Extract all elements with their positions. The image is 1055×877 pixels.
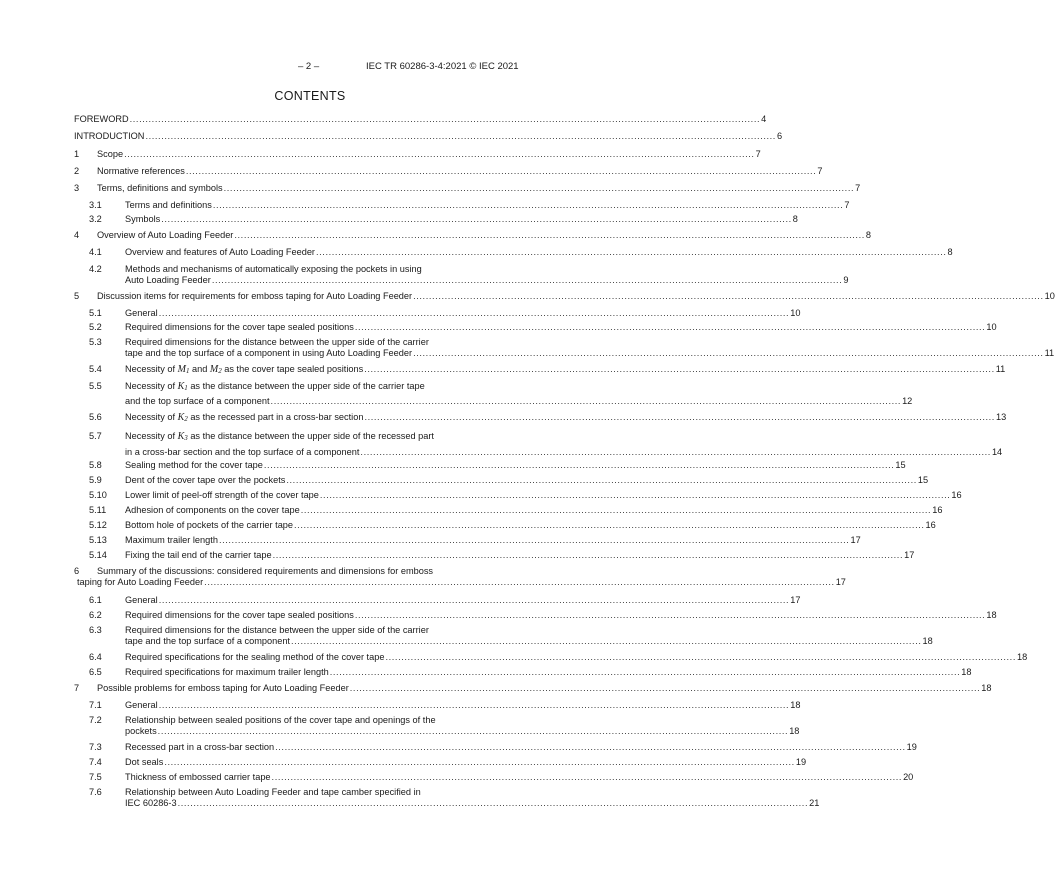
toc-entry-foreword[interactable] [74,114,767,125]
toc-entry-title: taping for Auto Loading Feeder [77,577,204,587]
math-symbol: $K_1$ [177,381,188,392]
toc-leader-dots: ........................................................................................................................................................................................................ [158,308,790,318]
toc-leader-dots: ........................................................................................................................................................................................................ [158,595,790,605]
toc-page-number: 17 [835,577,846,587]
toc-page-number: 20 [903,772,914,782]
toc-leader-dots: ........................................................................................................................................................................................................ [354,610,986,620]
toc-entry-title: Dot seals [125,757,164,767]
toc-entry-title: Summary of the discussions: considered requirements and dimensions for emboss [97,566,434,576]
toc-leader-dots: ........................................................................................................................................................................................................ [124,149,755,159]
toc-entry-title: Methods and mechanisms of automatically exposing the pockets in using [125,264,422,274]
toc-entry-s5-12[interactable] [89,520,936,531]
toc-page-number: 7 [844,200,850,210]
toc-page-number: 6 [776,131,783,141]
toc-entry-s4[interactable] [74,230,872,241]
toc-page-number: 18 [986,610,997,620]
toc-page-number: 14 [991,447,1003,457]
toc-page-number: 18 [1016,652,1028,662]
contents-title: CONTENTS [274,89,346,103]
toc-entry-introduction[interactable] [74,131,783,142]
toc-leader-dots: ........................................................................................................................................................................................................ [364,412,995,422]
toc-entry-title: Necessity of $K_1$ as the distance between the upper side of the carrier tape [125,381,425,392]
toc-page-number: 9 [843,275,849,285]
math-symbol: $K_3$ [177,431,188,442]
toc-section-number: 3.2 [89,214,102,224]
toc-entry-title: tape and the top surface of a component [125,636,290,646]
toc-entry-title: Relationship between Auto Loading Feeder and tape camber specified in [125,787,421,797]
toc-leader-dots: ........................................................................................................................................................................................................ [413,348,1044,358]
toc-page-number: 12 [902,396,913,406]
toc-section-number: 5.5 [89,381,102,391]
toc-page-number: 10 [986,322,997,332]
toc-section-number: 7.3 [89,742,102,752]
toc-leader-dots: ........................................................................................................................................................................................................ [129,114,761,124]
document-reference: IEC TR 60286-3-4:2021 © IEC 2021 [366,61,519,72]
toc-entry-title: Symbols [125,214,161,224]
toc-leader-dots: ........................................................................................................................................................................................................ [272,550,904,560]
toc-leader-dots: ........................................................................................................................................................................................................ [413,291,1044,301]
toc-entry-title: INTRODUCTION [74,131,145,141]
toc-entry-title: Fixing the tail end of the carrier tape [125,550,272,560]
toc-leader-dots: ........................................................................................................................................................................................................ [316,247,947,257]
toc-section-number: 4.2 [89,264,102,274]
toc-entry-s5-13[interactable] [89,535,861,546]
toc-entry-title: Bottom hole of pockets of the carrier tape [125,520,294,530]
math-symbol: $M_2$ [209,364,222,375]
toc-page-number: 19 [906,742,917,752]
toc-page-number: 8 [865,230,872,240]
toc-section-number: 3.1 [89,200,102,210]
toc-leader-dots: ........................................................................................................................................................................................................ [360,447,991,457]
toc-section-number: 6.5 [89,667,102,677]
toc-entry-s4-2[interactable] [89,264,849,286]
toc-entry-title: General [125,308,158,318]
toc-entry-title: Required dimensions for the distance between the upper side of the carrier [125,337,429,347]
toc-page-number: 10 [790,308,801,318]
toc-leader-dots: ........................................................................................................................................................................................................ [161,214,792,224]
toc-entry-s3-2[interactable] [89,214,798,225]
toc-leader-dots: ........................................................................................................................................................................................................ [164,757,795,767]
toc-section-number: 5.10 [89,490,107,500]
toc-section-number: 7 [74,683,80,693]
toc-entry-s6-4[interactable] [89,652,1028,663]
toc-section-number: 5.14 [89,550,107,560]
toc-entry-title: FOREWORD [74,114,129,124]
toc-leader-dots: ........................................................................................................................................................................................................ [158,700,790,710]
toc-entry-s7-4[interactable] [89,757,807,768]
toc-page-number: 18 [922,636,933,646]
toc-page-number: 10 [1044,291,1055,301]
toc-entry-s1[interactable] [74,149,761,160]
toc-entry-s5-1[interactable] [89,308,801,319]
toc-entry-title: in a cross-bar section and the top surface of a component [125,447,360,457]
toc-entry-title: Recessed part in a cross-bar section [125,742,275,752]
toc-page-number: 18 [789,726,800,736]
toc-page-number: 18 [961,667,972,677]
toc-entry-title: Relationship between sealed positions of the cover tape and openings of the [125,715,436,725]
page-number: – 2 – [298,61,320,72]
toc-page-number: 16 [932,505,943,515]
toc-page-number: 11 [1044,348,1055,358]
toc-page-number: 13 [995,412,1007,422]
toc-section-number: 5.12 [89,520,107,530]
toc-entry-s6-5[interactable] [89,667,972,678]
toc-entry-title: Dent of the cover tape over the pockets [125,475,286,485]
toc-leader-dots: ........................................................................................................................................................................................................ [385,652,1016,662]
toc-page-number: 17 [904,550,915,560]
toc-entry-s5[interactable] [74,291,1055,302]
toc-section-number: 7.5 [89,772,102,782]
toc-entry-title: Necessity of $K_3$ as the distance between the upper side of the recessed part [125,431,434,442]
toc-section-number: 7.2 [89,715,102,725]
toc-section-number: 5.6 [89,412,102,422]
toc-entry-s3[interactable] [74,183,861,194]
toc-page-number: 4 [761,114,767,124]
toc-section-number: 4 [74,230,80,240]
toc-entry-s5-3[interactable] [89,337,1055,359]
toc-entry-title: Required dimensions for the distance between the upper side of the carrier [125,625,429,635]
toc-entry-title: General [125,700,158,710]
toc-leader-dots: ........................................................................................................................................................................................................ [204,577,835,587]
toc-leader-dots: ........................................................................................................................................................................................................ [319,490,951,500]
toc-leader-dots: ........................................................................................................................................................................................................ [300,505,932,515]
toc-entry-s7-3[interactable] [89,742,917,753]
toc-entry-title: Scope [97,149,124,159]
toc-entry-s7[interactable] [74,683,992,694]
toc-entry-title: Terms and definitions [125,200,212,210]
toc-section-number: 5.1 [89,308,102,318]
toc-section-number: 6.4 [89,652,102,662]
toc-section-number: 3 [74,183,80,193]
toc-entry-s7-5[interactable] [89,772,914,783]
toc-leader-dots: ........................................................................................................................................................................................................ [349,683,981,693]
toc-page-number: 18 [790,700,801,710]
toc-section-number: 5 [74,291,80,301]
toc-section-number: 6.1 [89,595,102,605]
toc-leader-dots: ........................................................................................................................................................................................................ [271,772,903,782]
toc-leader-dots: ........................................................................................................................................................................................................ [263,460,895,470]
toc-entry-s4-1[interactable] [89,247,953,258]
toc-leader-dots: ........................................................................................................................................................................................................ [234,230,865,240]
toc-section-number: 6 [74,566,80,576]
toc-page-number: 7 [817,166,823,176]
toc-entry-title: Discussion items for requirements for emboss taping for Auto Loading Feeder [97,291,413,301]
toc-page-number: 8 [947,247,953,257]
toc-entry-s5-5[interactable] [89,381,913,407]
toc-entry-title: and the top surface of a component [125,396,270,406]
toc-entry-s5-11[interactable] [89,505,943,516]
toc-entry-title: pockets [125,726,157,736]
toc-page-number: 16 [951,490,962,500]
toc-leader-dots: ........................................................................................................................................................................................................ [294,520,925,530]
toc-section-number: 7.1 [89,700,102,710]
toc-page-number: 16 [925,520,936,530]
toc-entry-s6-1[interactable] [89,595,801,606]
toc-entry-title: Required dimensions for the cover tape sealed positions [125,322,354,332]
toc-leader-dots: ........................................................................................................................................................................................................ [223,183,855,193]
toc-entry-s6-3[interactable] [89,625,933,647]
toc-page-number: 7 [755,149,761,159]
toc-entry-s6-2[interactable] [89,610,997,621]
toc-entry-title: Required dimensions for the cover tape sealed positions [125,610,354,620]
toc-entry-title: Thickness of embossed carrier tape [125,772,271,782]
toc-entry-title: Normative references [97,166,185,176]
toc-entry-s5-9[interactable] [89,475,929,486]
toc-entry-s5-6[interactable] [89,412,1007,423]
toc-section-number: 6.3 [89,625,102,635]
toc-entry-title: Necessity of $M_1$ and $M_2$ as the cover tape sealed positions [125,364,364,375]
toc-entry-s5-10[interactable] [89,490,962,501]
toc-leader-dots: ........................................................................................................................................................................................................ [157,726,789,736]
toc-entry-title: Lower limit of peel-off strength of the cover tape [125,490,319,500]
toc-entry-title: Required specifications for the sealing method of the cover tape [125,652,385,662]
toc-entry-title: IEC 60286-3 [125,798,177,808]
toc-entry-s5-8[interactable] [89,460,906,471]
toc-entry-title: Required specifications for maximum trailer length [125,667,329,677]
toc-entry-title: Necessity of $K_2$ as the recessed part in a cross-bar section [125,412,364,423]
toc-entry-s5-7[interactable] [89,431,1003,458]
toc-leader-dots: ........................................................................................................................................................................................................ [145,131,776,141]
toc-entry-title: tape and the top surface of a component in using Auto Loading Feeder [125,348,413,358]
toc-page-number: 15 [895,460,906,470]
toc-entry-s5-4[interactable] [89,364,1006,375]
toc-entry-title: Adhesion of components on the cover tape [125,505,300,515]
math-symbol: $K_2$ [177,412,188,423]
toc-section-number: 5.13 [89,535,107,545]
toc-section-number: 5.9 [89,475,102,485]
toc-leader-dots: ........................................................................................................................................................................................................ [364,364,995,374]
toc-section-number: 5.4 [89,364,102,374]
toc-page-number: 21 [809,798,820,808]
toc-leader-dots: ........................................................................................................................................................................................................ [286,475,917,485]
toc-entry-s3-1[interactable] [89,200,850,211]
toc-entry-title: Maximum trailer length [125,535,218,545]
toc-entry-s6[interactable] [74,566,846,588]
toc-page-number: 8 [792,214,798,224]
toc-section-number: 5.11 [89,505,107,515]
toc-section-number: 5.7 [89,431,102,441]
toc-leader-dots: ........................................................................................................................................................................................................ [275,742,906,752]
toc-leader-dots: ........................................................................................................................................................................................................ [218,535,850,545]
toc-section-number: 5.3 [89,337,102,347]
toc-section-number: 6.2 [89,610,102,620]
toc-page-number: 19 [795,757,807,767]
toc-page-number: 18 [981,683,992,693]
toc-leader-dots: ........................................................................................................................................................................................................ [185,166,817,176]
toc-entry-s5-14[interactable] [89,550,915,561]
toc-leader-dots: ........................................................................................................................................................................................................ [290,636,922,646]
toc-leader-dots: ........................................................................................................................................................................................................ [177,798,809,808]
math-symbol: $M_1$ [177,364,190,375]
toc-entry-s7-2[interactable] [89,715,800,737]
toc-page-number: 17 [790,595,801,605]
toc-entry-title: Overview of Auto Loading Feeder [97,230,234,240]
toc-leader-dots: ........................................................................................................................................................................................................ [211,275,843,285]
toc-entry-title: Terms, definitions and symbols [97,183,223,193]
toc-entry-title: Auto Loading Feeder [125,275,211,285]
toc-section-number: 1 [74,149,80,159]
toc-leader-dots: ........................................................................................................................................................................................................ [212,200,844,210]
toc-entry-title: Overview and features of Auto Loading Feeder [125,247,315,257]
toc-entry-title: Possible problems for emboss taping for Auto Loading Feeder [97,683,349,693]
toc-entry-title: General [125,595,158,605]
toc-section-number: 2 [74,166,80,176]
toc-entry-s7-1[interactable] [89,700,801,711]
toc-section-number: 5.8 [89,460,102,470]
toc-section-number: 7.4 [89,757,102,767]
toc-entry-s7-6[interactable] [89,787,820,809]
toc-leader-dots: ........................................................................................................................................................................................................ [270,396,902,406]
toc-section-number: 7.6 [89,787,102,797]
toc-section-number: 5.2 [89,322,102,332]
toc-leader-dots: ........................................................................................................................................................................................................ [354,322,986,332]
toc-leader-dots: ........................................................................................................................................................................................................ [329,667,961,677]
toc-entry-s5-2[interactable] [89,322,997,333]
toc-entry-s2[interactable] [74,166,823,177]
toc-page-number: 15 [917,475,929,485]
toc-section-number: 4.1 [89,247,102,257]
toc-entry-title: Sealing method for the cover tape [125,460,263,470]
toc-page-number: 7 [855,183,861,193]
toc-page-number: 17 [850,535,861,545]
toc-page-number: 11 [995,364,1006,374]
